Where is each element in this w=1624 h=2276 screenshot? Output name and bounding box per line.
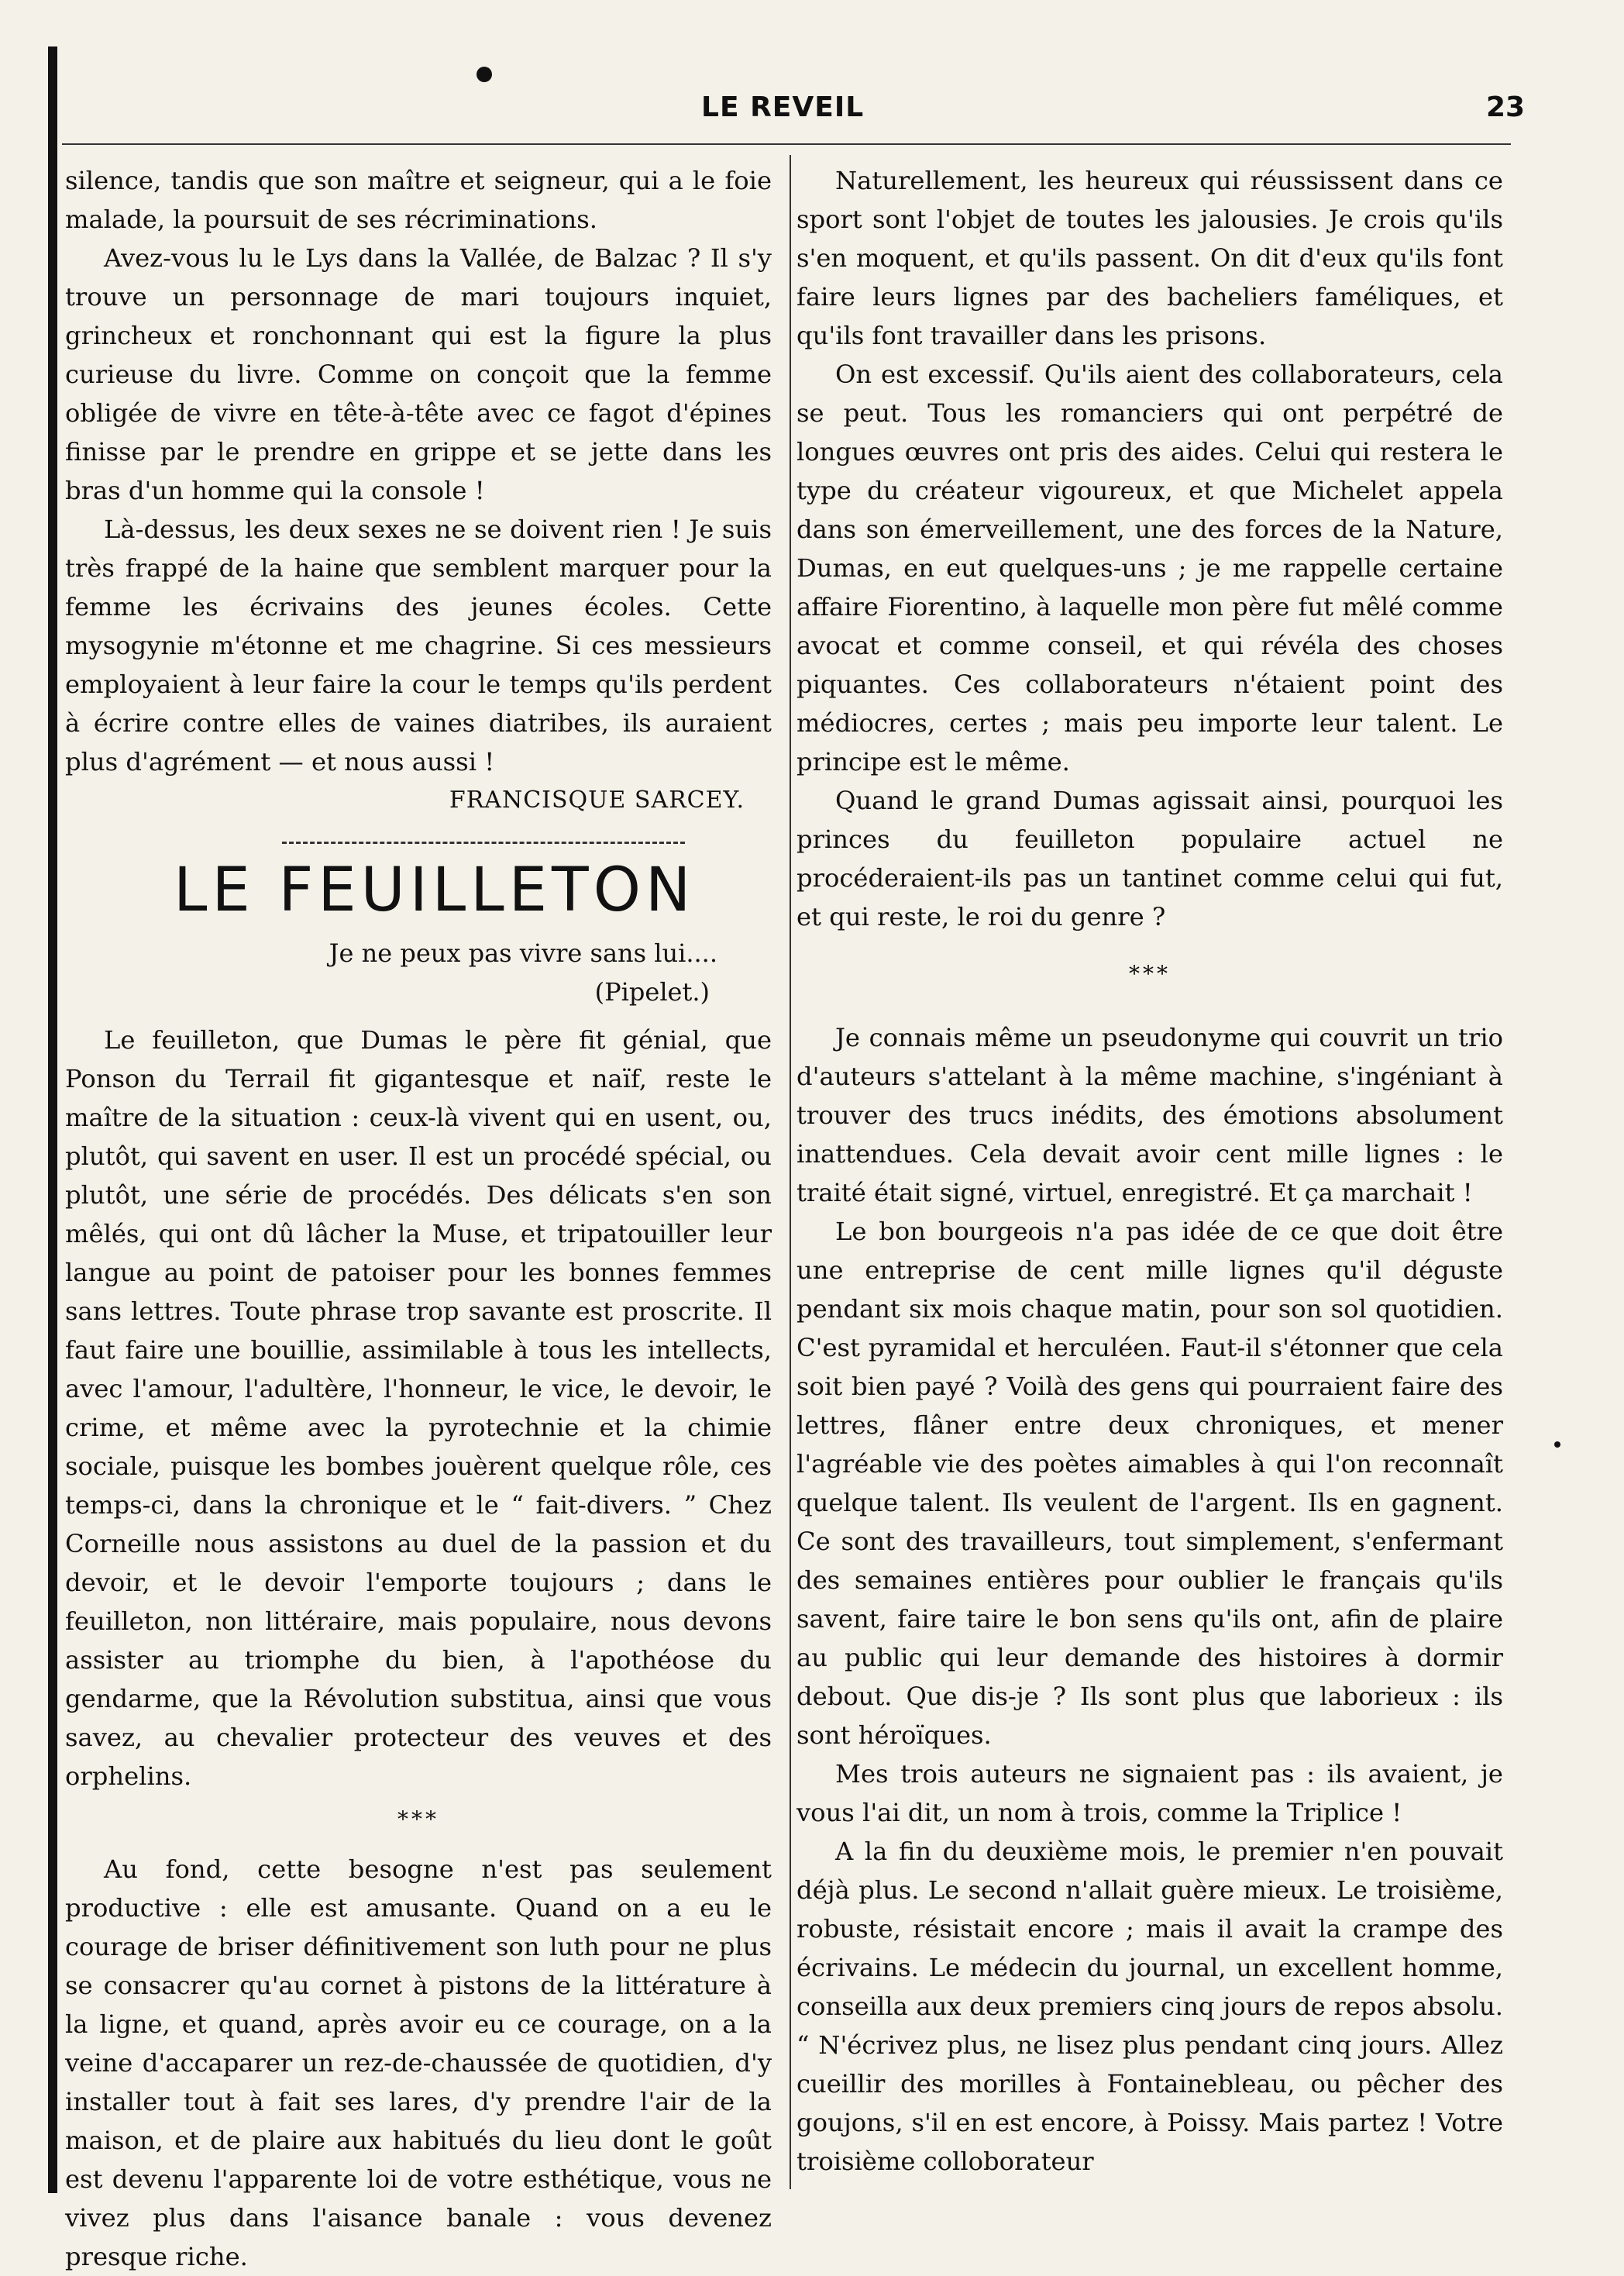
paragraph: Le bon bourgeois n'a pas idée de ce que doit être une entreprise de cent mille lignes qu'il déguste pendant six mois chaque matin, pour son sol quotidien. C'est pyramidal et herculéen. Faut-il s'étonner que cela soit bien payé ? Voilà des gens qui pourraient faire des lettres, flâner entre deux chroniques, et mener l'agréable vie des poètes aimables à qui l'on reconnaît quelque talent. Ils veulent de l'argent. Ils en gagnent. Ce sont des travailleurs, tout simplement, s'enfermant des semaines entières pour oublier le français qu'ils savent, faire taire le bon sens qu'ils ont, afin de plaire au public qui leur demande des histoires à dormir debout. Que dis-je ? Ils sont plus que laborieux : ils sont héroïques. — [797, 1217, 1503, 1750]
paragraph: silence, tandis que son maître et seigneur, qui a le foie malade, la poursuit de ses récriminations. — [65, 166, 772, 234]
left-binding-rule — [48, 46, 57, 2193]
paragraph: A la fin du deuxième mois, le premier n'en pouvait déjà plus. Le second n'allait guère mieux. Le troisième, robuste, résistait encore ; mais il avait la crampe des écrivains. Le médecin du journal, un excellent homme, conseilla aux deux premiers cinq jours de repos absolu. “ N'écrivez plus, ne lisez plus pendant cinq jours. Allez cueillir des morilles à Fontainebleau, ou pêcher des goujons, s'il en est encore, à Poissy. Mais partez ! Votre troisième colloborateur — [797, 1837, 1503, 2176]
ink-dot — [477, 67, 492, 82]
paragraph: Le feuilleton, que Dumas le père fit génial, que Ponson du Terrail fit gigantesque et naïf, reste le maître de la situation : ceux-là vivent qui en usent, ou, plutôt, qui savent en user. Il est un procédé spécial, ou plutôt, une série de procédés. Des délicats s'en son mêlés, qui ont dû lâcher la Muse, et tripatouiller leur langue au point de patoiser pour les bonnes femmes sans lettres. Toute phrase trop savante est proscrite. Il faut faire une bouillie, assimilable à tous les intellects, avec l'amour, l'adultère, l'honneur, le vice, le devoir, le crime, et même avec la pyrotechnie et la chimie sociale, puisque les bombes jouèrent quelque rôle, ces temps-ci, dans la chronique et le “ fait-divers. ” Chez Corneille nous assistons au duel de la passion et du devoir, et le devoir l'emporte toujours ; dans le feuilleton, non littéraire, mais populaire, nous devons assister au triomphe du bien, à l'apothéose du gendarme, que la Révolution substitua, ainsi que vous savez, au chevalier protecteur des veuves et des orphelins. — [65, 1025, 772, 1791]
journal-title: LE REVEIL — [701, 91, 865, 123]
paragraph: Mes trois auteurs ne signaient pas : ils avaient, je vous l'ai dit, un nom à trois, comme la Triplice ! — [797, 1759, 1503, 1827]
paragraph: Je connais même un pseudonyme qui couvrit un trio d'auteurs s'attelant à la même machine, s'ingéniant à trouver des trucs inédits, des émotions absolument inattendues. Cela devait avoir cent mille lignes : le traité était signé, virtuel, enregistré. Et ça marchait ! — [797, 1023, 1503, 1207]
asterism-divider: *** — [1129, 961, 1171, 986]
epigraph-attribution: (Pipelet.) — [594, 977, 710, 1007]
paragraph: Quand le grand Dumas agissait ainsi, pourquoi les princes du feuilleton populaire actuel ne procéderaient-ils pas un tantinet comme celui qui fut, et qui reste, le roi du genre ? — [797, 786, 1503, 931]
author-signature: FRANCISQUE SARCEY. — [449, 787, 745, 814]
paragraph: Naturellement, les heureux qui réussissent dans ce sport sont l'objet de toutes les jalousies. Je crois qu'ils s'en moquent, et qu'ils passent. On dit d'eux qu'ils font faire leurs lignes par des bacheliers faméliques, et qu'ils font travailler dans les prisons. — [797, 166, 1503, 350]
section-title: LE FEUILLETON — [174, 856, 696, 925]
page-number: 23 — [1486, 91, 1526, 123]
left-column — [65, 161, 772, 2276]
column-divider — [790, 155, 791, 2189]
paragraph: Là-dessus, les deux sexes ne se doivent rien ! Je suis très frappé de la haine que semblent marquer pour la femme les écrivains des jeunes écoles. Cette mysogynie m'étonne et me chagrine. Si ces messieurs employaient à leur faire la cour le temps qu'ils perdent à écrire contre elles de vaines diatribes, ils auraient plus d'agrément — et nous aussi ! — [65, 515, 772, 776]
paragraph: On est excessif. Qu'ils aient des collaborateurs, cela se peut. Tous les romanciers qui ont perpétré de longues œuvres ont pris des aides. Celui qui restera le type du créateur vigoureux, et que Michelet appela dans son émerveillement, une des forces de la Nature, Dumas, en eut quelques-uns ; je me rappelle certaine affaire Fiorentino, à laquelle mon père fut mêlé comme avocat et comme conseil, et qui révéla des choses piquantes. Ces collaborateurs n'étaient point des médiocres, certes ; mais peu importe leur talent. Le principe est le même. — [797, 360, 1503, 776]
header-rule — [62, 143, 1511, 145]
epigraph: Je ne peux pas vivre sans lui.... — [329, 938, 717, 968]
paragraph: Avez-vous lu le Lys dans la Vallée, de Balzac ? Il s'y trouve un personnage de mari toujours inquiet, grincheux et ronchonnant qui est la figure la plus curieuse du livre. Comme on conçoit que la femme obligée de vivre en tête-à-tête avec ce fagot d'épines finisse par le prendre en grippe et se jette dans les bras d'un homme qui la console ! — [65, 243, 772, 505]
ink-dot-margin — [1554, 1441, 1560, 1448]
section-divider — [282, 842, 685, 844]
paragraph: Au fond, cette besogne n'est pas seulement productive : elle est amusante. Quand on a eu le courage de briser définitivement son luth pour ne plus se consacrer qu'au cornet à pistons de la littérature à la ligne, et quand, après avoir eu ce courage, on a la veine d'accaparer un rez-de-chaussée de quotidien, d'y installer tout à fait ses lares, d'y prendre l'air de la maison, et de plaire aux habitués du lieu dont le goût est devenu l'apparente loi de votre esthétique, vous ne vivez plus dans l'aisance banale : vous devenez presque riche. — [65, 1854, 772, 2271]
asterism-divider: *** — [397, 1806, 439, 1832]
right-column — [797, 161, 1503, 2181]
